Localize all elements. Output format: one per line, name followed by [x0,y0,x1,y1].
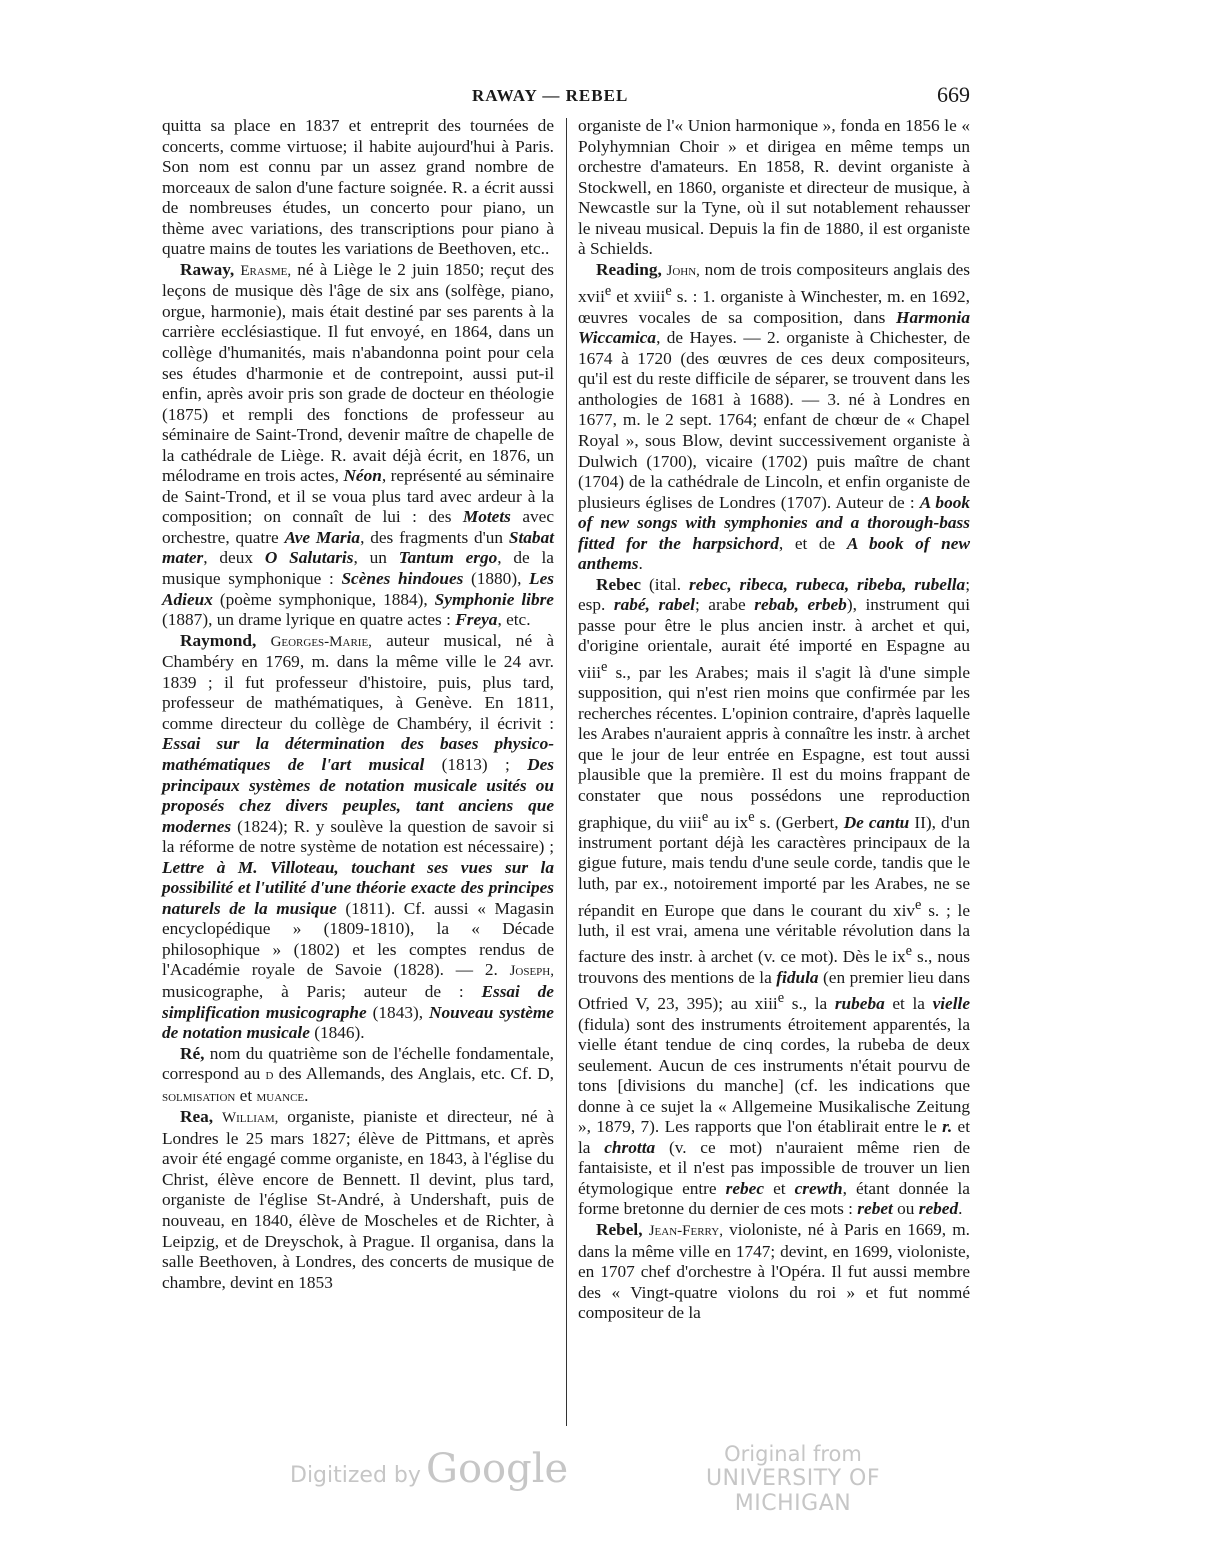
page-header [160,82,970,110]
work-title: A book of new anthems [578,533,970,574]
given-name: Jean-Ferry, [648,1223,723,1240]
entry-text: , et de [778,533,847,553]
cross-reference: muance [256,1088,305,1105]
superscript: e [777,990,785,1007]
entry-text: , étant donnée la forme bretonne du dernier de ces mots : [578,1178,970,1219]
entry-text: ; esp. [578,574,970,615]
entry-text: auteur musical, né à Chambéry en 1769, m. dans la même ville le 24 avr. 1839 ; il fut professeur d'histoire, puis, plus tard, professeur de mathématiques, à Genève. En 1811, comme directeur du collège de Chambéry, il écrivit : [162,630,554,733]
work-title: Essai sur la détermination des bases physico-mathématiques de l'art musical [162,734,554,774]
entry-text: (ital. [641,574,689,594]
work-title: Ave Maria [284,527,361,547]
entry-rea [162,1107,554,1293]
entry-raymond [162,631,554,1044]
term: rabé, rabel [613,595,695,615]
entry-text: (1813) ; [424,754,528,774]
entry-text: (1887), un drame lyrique en quatre actes : [162,610,456,630]
entry-text: ; arabe [694,595,755,615]
headword: Rebel, [596,1220,643,1240]
entry-text: . [958,1199,963,1219]
entry-text: . [638,554,643,574]
entry-text: organiste, pianiste et directeur, né à Londres le 25 mars 1827; élève de Pittmans, et après avoir été engagé comme organiste, en 1843, à l'église du Christ, élève encore de Bennett. Il devint, plus tard, organiste de l'église St-André, à Undershaft, puis de nouveau, en 1840, élève de Moscheles et de Richter, à Leipzig, et de Dreyschok, à Prague. Il organisa, dans la salle Beethoven, à Londres, des concerts de musique de chambre, devint en 1853 [162,1107,554,1292]
entry-rebec [578,575,970,1220]
left-column [162,116,554,1293]
term: rebec [725,1178,765,1198]
entry-text: , deux [203,548,265,568]
digitization-footer [0,1438,1207,1516]
superscript: e [604,283,612,300]
work-title: Essai de simplification musicographe [162,981,554,1022]
entry-text: et [764,1178,795,1198]
entry-re [162,1044,554,1108]
work-title: O Salutaris [264,548,354,568]
given-name: Georges-Marie, [270,633,372,650]
right-column [578,116,970,1324]
work-title: Les Adieux [162,569,554,609]
headword: Rea, [180,1107,214,1127]
term: rebab, erbeb [754,595,847,615]
entry-text: s. : 1. organiste à Winchester, m. en 1692, œuvres vocales de sa composition, dans [578,287,970,327]
work-title: Motets [462,507,511,527]
term: chrotta [604,1137,656,1157]
entry-text: (1880), [463,569,530,589]
entry-text: , de la musique symphonique : [162,548,554,589]
given-name: Erasme, [240,262,292,279]
continued-paragraph: organiste de l'« Union harmonique », fonda en 1856 le « Polyhymnian Choir » et dirigea en même temps un orchestre d'amateurs. En 1858, R. devint organiste à Stockwell, en 1860, organiste et directeur de musique, à Newcastle sur la Tyne, où il sut notablement rehausser le niveau musical. Depuis la fin de 1880, il est organiste à Schields. [578,116,970,259]
google-wordmark: Google [426,1446,569,1492]
given-name: William, [221,1110,279,1127]
cross-reference: solmisation [162,1088,236,1105]
entry-text: (1846). [309,1023,365,1043]
entry-text: (1843), [366,1002,429,1022]
digitized-prefix: Digitized by [290,1463,421,1488]
entry-text: nom du quatrième son de l'échelle fondamentale, correspond au [162,1043,554,1084]
entry-text: s. ; le luth, il est vrai, amena une véritable révolution dans la facture des instr. à archet (v. ce mot). Dès le ix [578,900,970,967]
entry-text: s., la [784,994,835,1014]
entry-text: et la [578,1117,970,1157]
work-title: Harmonia Wiccamica [578,307,970,348]
superscript: e [601,658,608,675]
entry-raway [162,260,554,631]
entry-text: s., par les Arabes; mais il s'agit là d'une simple supposition, qui n'est rien moins que confirmée par les recherches récentes. L'opinion contraire, d'après laquelle les Arabes n'auraient appris à connaître les instr. à archet que le jour de leur entrée en Espagne, est tout aussi plausible que la première. Il est du moins frappant de constater que nous possédons une reproduction graphique, du viii [578,662,970,832]
original-source-watermark [668,1442,918,1516]
column-divider [566,118,567,1426]
superscript: e [915,896,922,913]
work-title: Tantum ergo [398,548,498,568]
entry-text: . [304,1085,309,1105]
entry-text: et [235,1085,257,1105]
term: rubeba [834,994,885,1014]
term: rebet [857,1199,893,1219]
work-title: A book of new songs with symphonies and a thorough-bass fitted for the harpsichord [578,492,970,553]
superscript: e [748,808,755,825]
given-name: Joseph, [509,963,554,980]
work-title: Scènes hindoues [341,569,464,589]
cross-reference: d [265,1067,274,1084]
headword: Ré, [180,1043,205,1063]
entry-text: (en premier lieu dans Otfried V, 23, 395); au xiii [578,967,970,1014]
work-title: Lettre à M. Villoteau, touchant ses vues sur la possibilité et l'utilité d'une théorie exacte des principes naturels de la musique [162,857,554,918]
entry-text: des Allemands, des Anglais, etc. Cf. D, [273,1064,555,1084]
given-name: John, [666,262,700,279]
term: r. [942,1117,953,1137]
term: rebec, ribeca, rubeca, ribeba, rubella [688,574,966,594]
entry-text: , etc. [497,610,531,630]
entry-text: , des fragments d'un [360,527,509,547]
term: vielle [932,994,970,1014]
work-title: De cantu [843,812,910,832]
superscript: e [905,943,912,960]
running-title: RAWAY — REBEL [472,86,629,105]
entry-text: (v. ce mot) n'auraient même rien de fantaisiste, et il n'est pas impossible de trouver un lien étymologique entre [578,1137,971,1198]
entry-text: nom de trois compositeurs anglais des xvii [578,259,970,307]
entry-text: , de Hayes. — 2. organiste à Chichester, de 1674 à 1720 (des œuvres de ces deux compositeurs, qu'il est du reste difficile de séparer, se trouvent dans les anthologies de 1681 à 1688). — 3. né à Londres en 1677, m. le 2 sept. 1764; enfant de chœur de « Chapel Royal », sous Blow, devint successivement organiste à Dulwich (1700), vicaire (1702) puis maître de chant (1704) de la cathédrale de Lincoln, et enfin organiste de plusieurs églises de Londres (1707). Auteur de : [578,328,970,512]
entry-text: (1824); R. y soulève la question de savoir si la réforme de notre système de notation est nécessaire) ; [162,816,554,857]
entry-text: s. (Gerbert, [754,812,844,832]
entry-reading [578,260,970,575]
entry-text: violoniste, né à Paris en 1669, m. dans la même ville en 1747; devint, en 1699, violoniste, en 1707 chef d'orchestre à l'Opéra. Il fut aussi membre des « Vingt-quatre violons du roi » et fut nommé compositeur de la [578,1220,970,1323]
original-from-label: Original from [724,1442,862,1466]
page-number: 669 [937,82,970,107]
entry-text: musicographe, à Paris; auteur de : [162,981,482,1001]
university-name: UNIVERSITY OF MICHIGAN [705,1466,881,1516]
headword: Raway, [180,259,235,279]
entry-text: II), d'un instrument portant déjà les caractères principaux de la gigue future, mais tendu d'une seule corde, tandis que le luth, par ex., notoirement importé par les Arabes, ne se répandit en Europe que dans le courant du xiv [578,812,971,920]
entry-text: et la [884,994,933,1014]
digitized-by-google-watermark [290,1446,568,1492]
work-title: Stabat mater [162,527,555,568]
entry-text: ou [892,1199,919,1219]
entry-text: au ix [708,812,749,832]
work-title: Freya [455,610,498,630]
term: crewth [794,1178,843,1198]
entry-text: (fidula) sont des instruments étroitement apparentés, la vielle étant tendue de cinq cordes, la rubeba de deux seulement. Aucun de ces instruments n'était pourvu de tons [divisions du manche] (cf. les indications que donne à ce sujet la « Allgemeine Musikalische Zeitung », 1879, 7). Les rapports que l'on établirait entre le [578,1014,970,1137]
entry-text: (poème symphonique, 1884), [212,589,435,609]
superscript: e [701,808,709,825]
entry-text: ), instrument qui passe pour être le plus ancien instr. à archet et qui, d'origine orientale, aurait été importé en Espagne au viii [578,595,970,682]
term: fidula [776,967,819,987]
entry-text: né à Liège le 2 juin 1850; reçut des leçons de musique dès l'âge de six ans (solfège, piano, orgue, harmonie), mais était destiné par ses parents à la carrière ecclésiastique. Il fut envoyé, en 1864, dans un collège d'humanités, mais n'abandonna point pour cela ses études d'harmonie et de contrepoint, aussi put-il enfin, après avoir pris son grade de docteur en théologie (1875) et rempli des fonctions de professeur au séminaire de Saint-Trond, devenir maître de chapelle de la cathédrale de Liège. R. avait déjà écrit, en 1876, un mélodrame en trois actes, [162,259,554,486]
entry-text: s., nous trouvons des mentions de la [578,947,970,987]
entry-text: , représenté au séminaire de Saint-Trond, et il se voua plus tard avec ardeur à la composition; on connaît de lui : des [162,466,554,527]
entry-text: avec orchestre, quatre [162,507,554,547]
work-title: Des principaux systèmes de notation musicale usités ou proposés chez divers peuples, tant anciens que modernes [162,754,554,836]
headword: Reading, [596,259,662,279]
headword: Raymond, [180,630,257,650]
work-title: Symphonie libre [434,589,554,609]
term: rebed [918,1199,959,1219]
superscript: e [665,283,672,300]
entry-text: (1811). Cf. aussi « Magasin encyclopédique » (1809-1810), la « Décade philosophique » (1802) et les comptes rendus de l'Académie royale de Savoie (1828). — 2. [162,898,554,980]
entry-text: , un [353,548,399,568]
entry-rebel [578,1220,970,1324]
continued-paragraph: quitta sa place en 1837 et entreprit des tournées de concerts, comme virtuose; il habite aujourd'hui à Paris. Son nom est connu par un assez grand nombre de morceaux de salon d'une facture soignée. R. a écrit aussi de nombreuses études, un concerto pour piano, un thème avec variations, des transcriptions pour piano à quatre mains de toutes les variations de Beethoven, etc.. [162,116,554,259]
entry-text: et xviii [611,287,666,307]
work-title: Néon [343,466,382,486]
work-title: Nouveau système de notation musicale [162,1002,554,1043]
headword: Rebec [596,574,642,594]
